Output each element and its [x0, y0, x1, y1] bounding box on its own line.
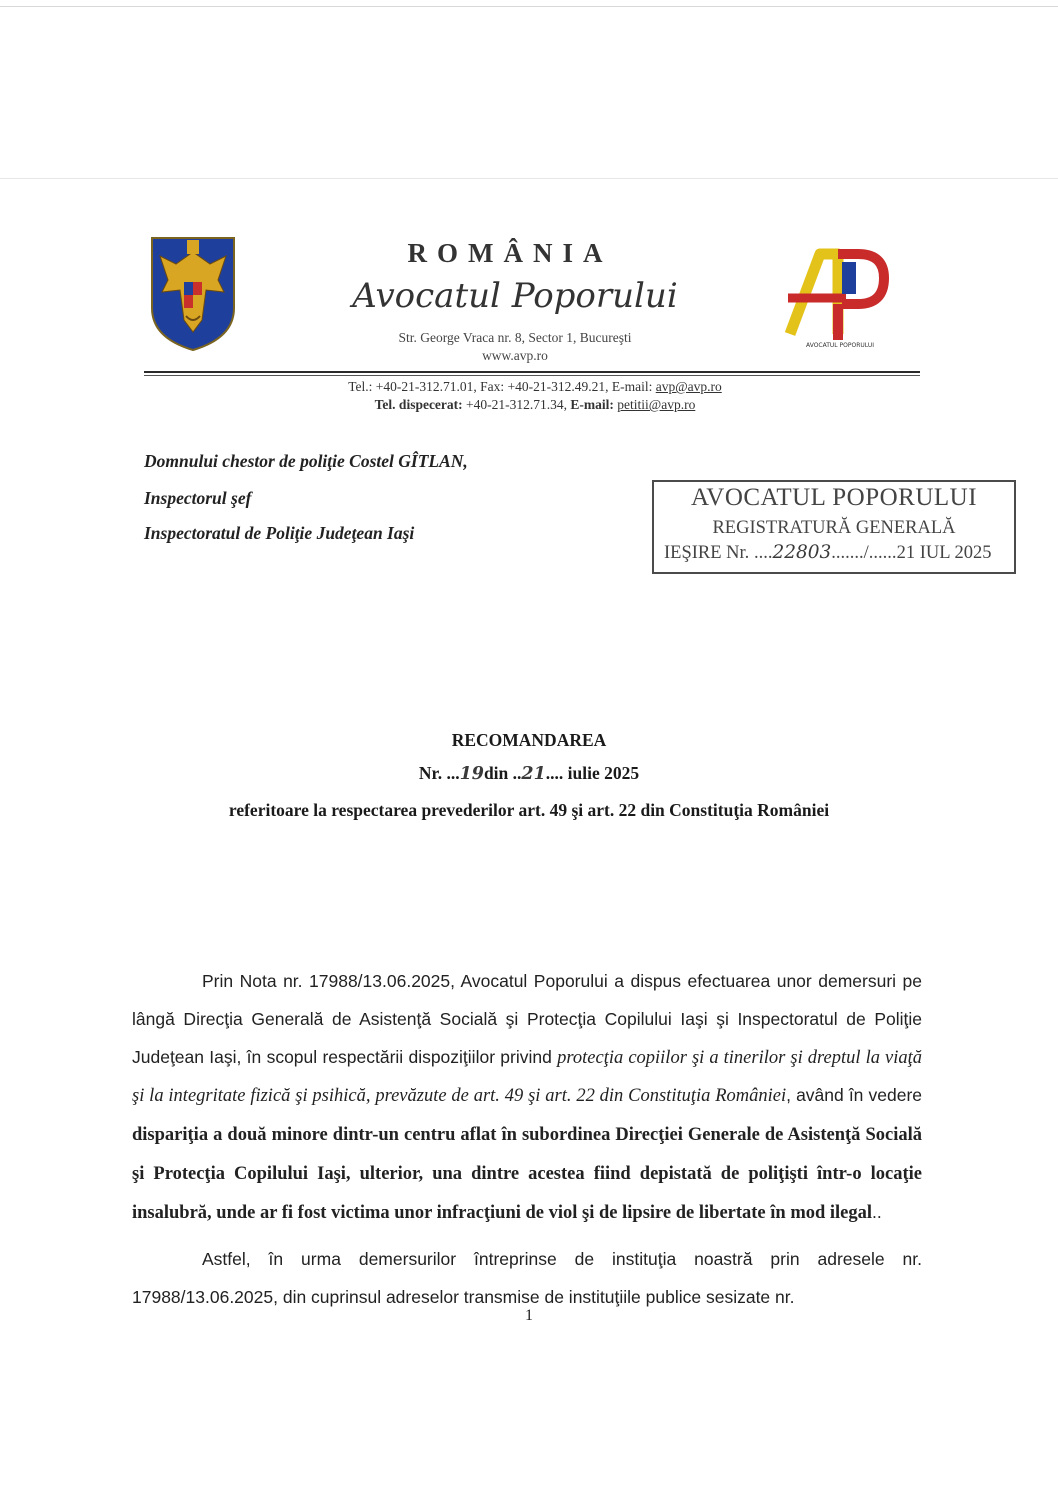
- dispatch-phone: +40-21-312.71.34,: [462, 397, 571, 412]
- romania-coat-of-arms-icon: [150, 234, 236, 352]
- contact-line-main: [200, 379, 870, 395]
- nr-value: 19: [459, 764, 484, 784]
- contact-phones: Tel.: +40-21-312.71.01, Fax: +40-21-312.49.21, E-mail:: [348, 379, 653, 394]
- stamp-title: AVOCATUL POPORULUI: [690, 484, 978, 511]
- stamp-date: 21 IUL 2025: [896, 543, 992, 563]
- stamp-subtitle: REGISTRATURĂ GENERALĂ: [712, 518, 956, 538]
- nr-prefix: Nr.: [418, 763, 443, 783]
- email-label: E-mail:: [570, 397, 614, 412]
- institution-website: www.avp.ro: [482, 348, 548, 363]
- institution-name: Avocatul Poporului: [352, 276, 678, 316]
- p2-text: Astfel, în urma demersurilor întreprinse de instituţia noastră prin adresele nr. 17988/13.06.2025, din cuprinsul adreselor transmise de instituţiile publice sesizate nr.: [132, 1249, 922, 1307]
- logo-caption: AVOCATUL POPORULUI: [805, 342, 875, 349]
- p1-text-end: ..: [872, 1201, 882, 1222]
- body-paragraph-2: [132, 1241, 922, 1317]
- header-rule: [144, 371, 920, 373]
- header-rule-thin: [144, 375, 920, 376]
- document-title: RECOMANDAREA: [451, 730, 607, 750]
- document-subject: referitoare la respectarea prevederilor art. 49 şi art. 22 din Constituţia României: [228, 800, 830, 820]
- nr-din: din: [483, 763, 509, 783]
- nr-suffix: iulie 2025: [567, 763, 640, 783]
- scan-fold-line: [0, 178, 1058, 179]
- p1-italic-text: protecţia copiilor şi a tinerilor şi dreptul la viaţă şi la integritate fizică şi psihică, prevăzute de art. 49 şi art. 22 din Constituţia României: [132, 1047, 922, 1107]
- dispatch-label: Tel. dispecerat:: [374, 397, 463, 412]
- p1-bold-text: dispariţia a două minore dintr-un centru aflat în subordinea Direcţiei Generale de Asistenţă Socială şi Protecţia Copilului Iaşi, ulterior, una dintre acestea fiind depistată de poliţişti într-o locaţie insalubră, unde ar fi fost victima unor infracţiuni de viol şi de lipsire de libertate în mod ilegal: [132, 1125, 922, 1223]
- registry-stamp: [652, 480, 1016, 574]
- contact-line-dispatch: [200, 397, 870, 413]
- p1-text-mid: , având în vedere: [786, 1085, 923, 1106]
- nr-day: 21: [521, 764, 546, 784]
- stamp-label: IEŞIRE Nr.: [664, 543, 750, 563]
- country-heading: ROMÂNIA: [407, 238, 613, 268]
- email-link-petitii[interactable]: petitii@avp.ro: [617, 397, 696, 412]
- body-paragraph-1: [132, 963, 922, 1233]
- institution-address: Str. George Vraca nr. 8, Sector 1, Bucureşti: [398, 330, 632, 345]
- avocatul-poporului-logo-icon: [780, 246, 896, 350]
- document-number: Nr. ...19din ..21.... iulie 2025: [418, 763, 640, 784]
- email-link-avp[interactable]: avp@avp.ro: [655, 379, 722, 394]
- addressee-line-3: Inspectoratul de Poliţie Judeţean Iaşi: [144, 523, 415, 543]
- scan-edge-line: [0, 6, 1058, 7]
- page-number: 1: [525, 1307, 533, 1324]
- stamp-handwritten-number: 22803: [772, 542, 832, 563]
- p1-text-start: Prin Nota nr. 17988/13.06.2025, Avocatul Poporului a dispus efectuarea unor demersuri pe lângă Direcţia Generală de Asistenţă Socială şi Protecţia Copilului Iaşi şi Inspectoratul de Poliţie Judeţean Iaşi, în scopul respectării dispoziţiilor privind: [132, 971, 922, 1067]
- stamp-number-row: IEŞIRE Nr. ....22803......./......21 IUL 2025: [664, 542, 992, 563]
- addressee-line-1: Domnului chestor de poliţie Costel GÎTLAN,: [144, 451, 468, 471]
- addressee-line-2: Inspectorul şef: [144, 488, 252, 508]
